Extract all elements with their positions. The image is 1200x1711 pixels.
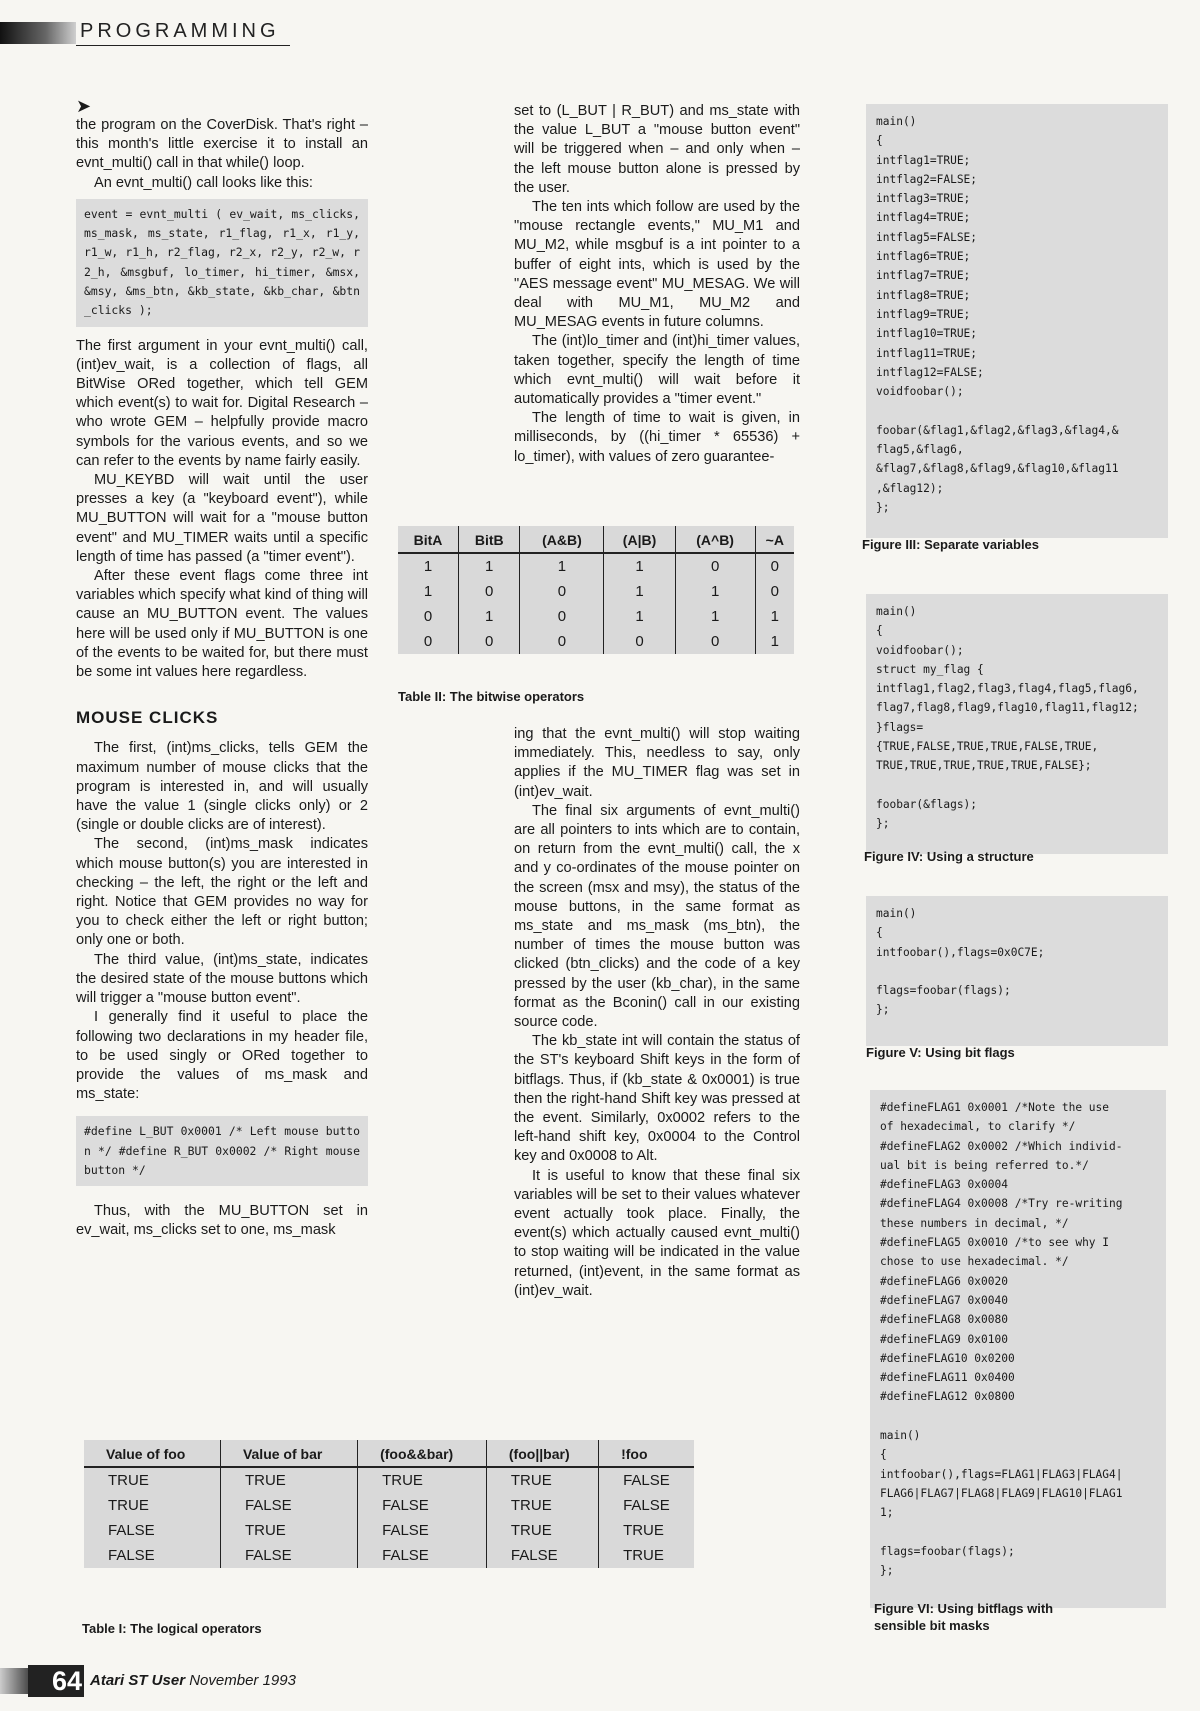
- figure-4-code: main() { voidfoobar(); struct my_flag { intflag1,flag2,flag3,flag4,flag5,flag6, flag7,flag8,flag9,flag10,flag11,flag12; }flags= {TRUE,FALSE,TRUE,TRUE,FALSE,TRUE, TRUE,TRUE,TRUE,TRUE,TRUE,FALSE}; foobar(&flags); };: [866, 594, 1168, 854]
- col2-paragraph-7: The kb_state int will contain the status of the ST's keyboard Shift keys in the form of bitflags. Thus, if (kb_state & 0x0001) is true then the right-hand Shift key was pressed at the event. Similarly, 0x0002 refers to the left-hand shift key, 0x0004 to the Control key and 0x0008 to Alt.: [514, 1033, 800, 1165]
- col1-paragraph-7: The second, (int)ms_mask indicates which mouse button(s) you are interested in checking – the left, the right or the left and right. Notice that GEM provides no way for you to check either the left or right button; only one or both.: [76, 836, 368, 949]
- table-cell: TRUE: [486, 1518, 598, 1543]
- continuation-arrow: ➤: [76, 96, 92, 116]
- col2-paragraph-4: The length of time to wait is given, in milliseconds, by ((hi_timer * 65536) + lo_timer), with values of zero guarantee-: [514, 410, 800, 465]
- col2-paragraph-1: set to (L_BUT | R_BUT) and ms_state with the value L_BUT a "mouse button event" will be triggered when – and only when – the left mouse button alone is pressed by the user.: [514, 103, 800, 196]
- col2-paragraph-8: It is useful to know that these final six variables will be set to their values whatever event actually took place. Finally, the event(s) which actually caused evnt_multi() to stop waiting will be indicated in the value returned, (int)event, in the same format as (int)ev_wait.: [514, 1167, 800, 1299]
- table-header-cell: Value of foo: [84, 1440, 220, 1467]
- table-cell: FALSE: [599, 1493, 694, 1518]
- table-row: [398, 604, 794, 629]
- column-1: [76, 96, 368, 1241]
- figure-3-caption: Figure III: Separate variables: [862, 537, 1040, 552]
- table-cell: 0: [423, 633, 433, 650]
- figure-4-caption: Figure IV: Using a structure: [864, 849, 1034, 864]
- table-cell: 1: [604, 553, 675, 579]
- footer-info: [90, 1672, 296, 1689]
- table-cell: FALSE: [220, 1543, 357, 1568]
- table-cell: TRUE: [486, 1467, 598, 1493]
- table-header-cell: BitA: [398, 526, 458, 553]
- table-cell: 0: [423, 608, 433, 625]
- figure-6-caption: Figure VI: Using bitflags with sensible bit masks: [874, 1601, 1054, 1633]
- table-cell: 0: [458, 579, 520, 604]
- col2-paragraph-2: The ten ints which follow are used by the "mouse rectangle events," MU_M1 and MU_M2, while msgbuf is a int pointer to a buffer of eight ints, which is used by the "AES message event" MU_MESAG. We will deal with MU_M1, MU_M2 and MU_MESAG events in future columns.: [514, 199, 800, 331]
- figure-5-code: main() { intfoobar(),flags=0x0C7E; flags=foobar(flags); };: [866, 896, 1168, 1046]
- table-cell: 0: [675, 629, 755, 654]
- table-row: [398, 629, 794, 654]
- bitwise-operators-table: [398, 526, 794, 654]
- figure-6-code: #defineFLAG1 0x0001 /*Note the use of hexadecimal, to clarify */ #defineFLAG2 0x0002 /*Which individ- ual bit is being referred to.*/ #defineFLAG3 0x0004 #defineFLAG4 0x0008 /*Try re-writing these numbers in decimal, */ #defineFLAG5 0x0010 /*to see why I chose to use hexadecimal. */ #defineFLAG6 0x0020 #defineFLAG7 0x0040 #defineFLAG8 0x0080 #defineFLAG9 0x0100 #defineFLAG10 0x0200 #defineFLAG11 0x0400 #defineFLAG12 0x0800 main() { intfoobar(),flags=FLAG1|FLAG3|FLAG4| FLAG6|FLAG7|FLAG8|FLAG9|FLAG10|FLAG1 1; flags=foobar(flags); };: [870, 1090, 1166, 1608]
- mouse-clicks-heading: MOUSE CLICKS: [76, 708, 219, 728]
- table-header-cell: (foo&&bar): [358, 1440, 487, 1467]
- table-cell: TRUE: [220, 1518, 357, 1543]
- table-cell: 0: [604, 629, 675, 654]
- table-cell: TRUE: [108, 1472, 149, 1489]
- evnt-multi-code: event = evnt_multi ( ev_wait, ms_clicks, ms_mask, ms_state, r1_flag, r1_x, r1_y, r1_w, r1_h, r2_flag, r2_x, r2_y, r2_w, r2_h, &msgbuf, lo_timer, hi_timer, &msx, &msy, &ms_btn, &kb_state, &kb_char, &btn_clicks );: [76, 199, 368, 327]
- table-cell: 1: [755, 604, 794, 629]
- table-header-row: [398, 526, 794, 553]
- table-cell: FALSE: [486, 1543, 598, 1568]
- table-cell: 0: [458, 629, 520, 654]
- col1-paragraph-1: the program on the CoverDisk. That's right – this month's little exercise it to install an evnt_multi() call in that while() loop.: [76, 117, 368, 172]
- table-cell: FALSE: [599, 1467, 694, 1493]
- col2-paragraph-5: ing that the evnt_multi() will stop waiting immediately. This, needless to say, only applies if the MU_TIMER flag was set in (int)ev_wait.: [514, 726, 800, 800]
- footer-fade-bar: [0, 1668, 30, 1694]
- col2-paragraph-3: The (int)lo_timer and (int)hi_timer values, taken together, specify the length of time which evnt_multi() will wait before it automatically provides a "timer event.": [514, 333, 800, 408]
- table-row: [84, 1518, 694, 1543]
- table-cell: TRUE: [220, 1467, 357, 1493]
- col1-paragraph-8: The third value, (int)ms_state, indicates the desired state of the mouse buttons which will trigger a "mouse button event".: [76, 951, 368, 1007]
- table-row: [398, 553, 794, 579]
- col1-paragraph-4: MU_KEYBD will wait until the user presses a key (a "keyboard event"), while MU_BUTTON will wait for a "mouse button event" and MU_TIMER waits until a specific length of time has passed (a "timer event").: [76, 472, 368, 565]
- table-cell: 1: [423, 558, 433, 575]
- table-header-cell: (A&B): [520, 526, 604, 553]
- table-cell: TRUE: [599, 1518, 694, 1543]
- issue-date: November 1993: [189, 1672, 296, 1689]
- col1-paragraph-3: The first argument in your evnt_multi() call, (int)ev_wait, is a collection of flags, all BitWise ORed together, which tell GEM which event(s) to wait for. Digital Research – who wrote GEM – helpfully provide macro symbols for the various events, and so we can refer to the events by name fairly easily.: [76, 337, 368, 469]
- table-cell: TRUE: [108, 1497, 149, 1514]
- table-cell: FALSE: [108, 1547, 155, 1564]
- table-header-cell: !foo: [599, 1440, 694, 1467]
- table-cell: FALSE: [358, 1518, 487, 1543]
- table-cell: 1: [755, 629, 794, 654]
- table-cell: FALSE: [220, 1493, 357, 1518]
- page-number: 64: [28, 1665, 84, 1697]
- table-cell: FALSE: [358, 1493, 487, 1518]
- table-header-cell: (A|B): [604, 526, 675, 553]
- figure-5-caption: Figure V: Using bit flags: [866, 1045, 1015, 1060]
- table-cell: 1: [520, 553, 604, 579]
- table-cell: 1: [458, 604, 520, 629]
- table-row: [84, 1543, 694, 1568]
- column-2-lower: [514, 725, 800, 1301]
- table-header-cell: (A^B): [675, 526, 755, 553]
- section-header-label: PROGRAMMING: [80, 20, 280, 42]
- magazine-title: Atari ST User: [90, 1672, 186, 1689]
- table-cell: 0: [520, 579, 604, 604]
- table-cell: 1: [604, 579, 675, 604]
- table-row: [84, 1493, 694, 1518]
- table-cell: 0: [520, 629, 604, 654]
- col1-paragraph-2: An evnt_multi() call looks like this:: [94, 174, 313, 191]
- col1-paragraph-9: I generally find it useful to place the following two declarations in my header file, to be used singly or ORed together to provide the values of ms_mask and ms_state:: [76, 1009, 368, 1103]
- table-cell: TRUE: [358, 1467, 487, 1493]
- table-1-caption: Table I: The logical operators: [82, 1621, 262, 1636]
- col2-paragraph-6: The final six arguments of evnt_multi() are all pointers to ints which are to contain, on return from the evnt_multi() call, the x and y co-ordinates of the mouse pointer on the screen (msx and msy), the status of the mouse buttons, in the same format as ms_state and ms_mask (ms_btn), the number of times the mouse button was clicked (btn_clicks) and the code of a key pressed by the user (kb_char), in the same format as the Bconin() call in our existing source code.: [514, 802, 800, 1031]
- table-cell: 1: [675, 604, 755, 629]
- table-cell: TRUE: [599, 1543, 694, 1568]
- table-cell: TRUE: [486, 1493, 598, 1518]
- col1-paragraph-10: Thus, with the MU_BUTTON set in ev_wait, ms_clicks set to one, ms_mask: [76, 1203, 368, 1239]
- table-cell: FALSE: [108, 1522, 155, 1539]
- table-header-cell: ~A: [755, 526, 794, 553]
- table-cell: 1: [423, 583, 433, 600]
- table-header-row: [84, 1440, 694, 1467]
- table-cell: 0: [520, 604, 604, 629]
- col1-paragraph-5: After these event flags come three int variables which specify what kind of thing will cause an MU_BUTTON event. The values here will be used only if MU_BUTTON is one of the events to be waited for, but there must be some int values here regardless.: [76, 568, 368, 681]
- figure-3-code: main() { intflag1=TRUE; intflag2=FALSE; intflag3=TRUE; intflag4=TRUE; intflag5=FALSE; intflag6=TRUE; intflag7=TRUE; intflag8=TRUE; intflag9=TRUE; intflag10=TRUE; intflag11=TRUE; intflag12=FALSE; voidfoobar(); foobar(&flag1,&flag2,&flag3,&flag4,& flag5,&flag6, &flag7,&flag8,&flag9,&flag10,&flag11 ,&flag12); };: [866, 104, 1168, 538]
- table-header-cell: Value of bar: [220, 1440, 357, 1467]
- table-header-cell: BitB: [458, 526, 520, 553]
- table-cell: FALSE: [358, 1543, 487, 1568]
- table-2-caption: Table II: The bitwise operators: [398, 689, 585, 704]
- table-row: [398, 579, 794, 604]
- table-row: [84, 1467, 694, 1493]
- table-cell: 1: [458, 553, 520, 579]
- define-buttons-code: #define L_BUT 0x0001 /* Left mouse button */ #define R_BUT 0x0002 /* Right mouse button */: [76, 1116, 368, 1186]
- column-2-upper: [514, 102, 800, 467]
- table-header-cell: (foo||bar): [486, 1440, 598, 1467]
- table-cell: 0: [755, 553, 794, 579]
- table-cell: 1: [604, 604, 675, 629]
- section-header-bar: [0, 22, 76, 44]
- table-cell: 1: [675, 579, 755, 604]
- logical-operators-table: [84, 1440, 694, 1568]
- col1-paragraph-6: The first, (int)ms_clicks, tells GEM the maximum number of mouse clicks that the program is interested in, and will usually have the value 1 (single clicks only) or 2 (single or double clicks are of interest).: [76, 740, 368, 834]
- section-header-rule: [76, 45, 290, 46]
- table-cell: 0: [675, 553, 755, 579]
- table-cell: 0: [755, 579, 794, 604]
